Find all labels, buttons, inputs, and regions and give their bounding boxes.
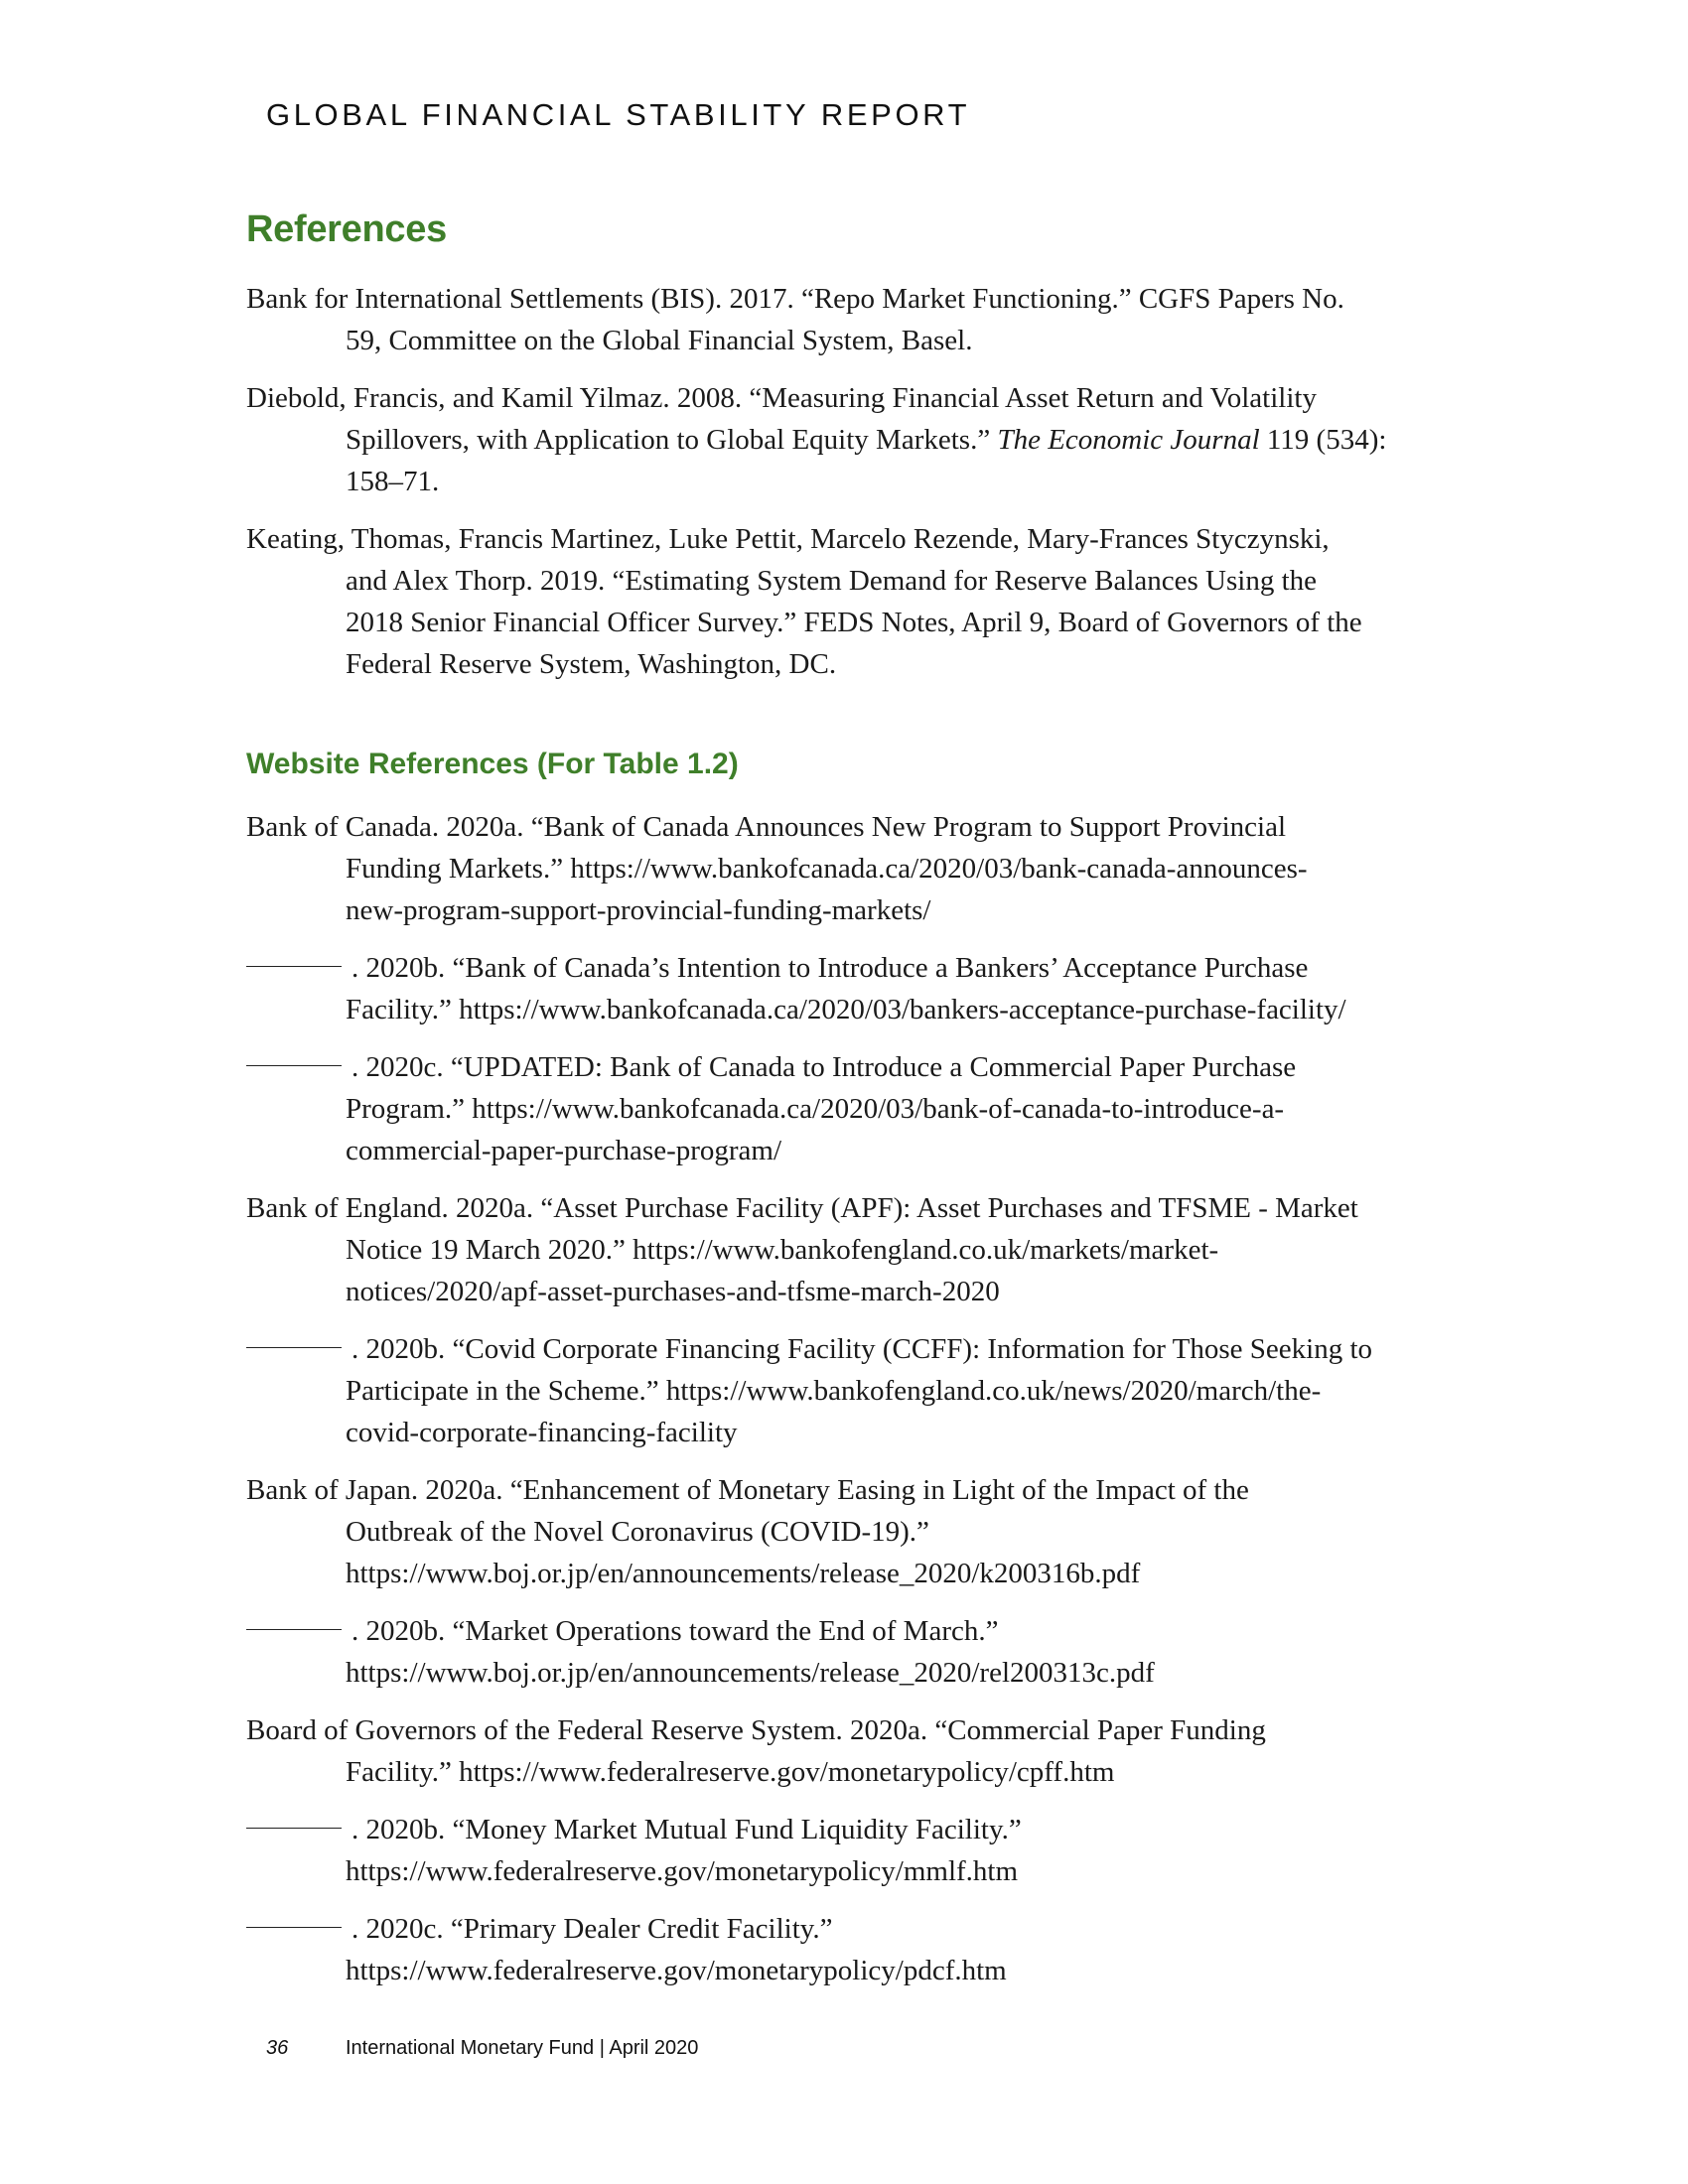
repeat-author-dash (246, 1908, 352, 1950)
web-ref-bank-of-canada-2020b: . 2020b. “Bank of Canada’s Intention to Introduce a Bankers’ Acceptance Purchase Facility.” https://www.bankofcanada.ca/2020/03/bankers-acceptance-purchase-facility/ (246, 947, 1487, 1030)
repeat-author-dash (246, 1809, 352, 1850)
web-ref-bank-of-england-2020a: Bank of England. 2020a. “Asset Purchase Facility (APF): Asset Purchases and TFSME - Market Notice 19 March 2020.” https://www.bankofengland.co.uk/markets/market- notices/2020/apf-asset-purchases-and-tfsme-march-2020 (246, 1192, 1358, 1307)
repeat-author-dash (246, 947, 352, 989)
page-footer (266, 2037, 698, 2060)
page-number: 36 (266, 2037, 289, 2059)
website-references-list (246, 806, 1487, 2007)
repeat-author-dash (246, 1610, 352, 1652)
web-ref-bank-of-canada-2020c: . 2020c. “UPDATED: Bank of Canada to Introduce a Commercial Paper Purchase Program.” https://www.bankofcanada.ca/2020/03/bank-of-canada-to-introduce-a- commercial-paper-purchase-program/ (246, 1046, 1487, 1171)
reference-entry-bis: Bank for International Settlements (BIS). 2017. “Repo Market Functioning.” CGFS Papers No. 59, Committee on the Global Financial System, Basel. (246, 283, 1344, 356)
footer-publisher: International Monetary Fund | April 2020 (346, 2037, 699, 2059)
running-header-title: GLOBAL FINANCIAL STABILITY REPORT (266, 97, 971, 132)
references-heading: References (246, 208, 447, 250)
web-ref-federal-reserve-2020a: Board of Governors of the Federal Reserve System. 2020a. “Commercial Paper Funding Facility.” https://www.federalreserve.gov/monetarypolicy/cpff.htm (246, 1714, 1266, 1788)
web-ref-federal-reserve-2020c: . 2020c. “Primary Dealer Credit Facility.” https://www.federalreserve.gov/monetarypolicy/pdcf.htm (246, 1908, 1487, 1991)
references-list (246, 278, 1487, 701)
repeat-author-dash (246, 1328, 352, 1370)
web-ref-bank-of-japan-2020a: Bank of Japan. 2020a. “Enhancement of Monetary Easing in Light of the Impact of the Outbreak of the Novel Coronavirus (COVID-19).” https://www.boj.or.jp/en/announcements/release_2020/k200316b.pdf (246, 1474, 1249, 1589)
web-ref-federal-reserve-2020b: . 2020b. “Money Market Mutual Fund Liquidity Facility.” https://www.federalreserve.gov/monetarypolicy/mmlf.htm (246, 1809, 1487, 1892)
journal-title: The Economic Journal (997, 424, 1260, 456)
web-ref-bank-of-canada-2020a: Bank of Canada. 2020a. “Bank of Canada Announces New Program to Support Provincial Funding Markets.” https://www.bankofcanada.ca/2020/03/bank-canada-announces- new-program-support-provincial-funding-markets/ (246, 811, 1308, 926)
website-references-heading: Website References (For Table 1.2) (246, 748, 739, 780)
web-ref-bank-of-england-2020b: . 2020b. “Covid Corporate Financing Facility (CCFF): Information for Those Seeking to Participate in the Scheme.” https://www.bankofengland.co.uk/news/2020/march/the- covid-corporate-financing-facility (246, 1328, 1487, 1453)
reference-entry-keating: Keating, Thomas, Francis Martinez, Luke Pettit, Marcelo Rezende, Mary-Frances Styczynski, and Alex Thorp. 2019. “Estimating System Demand for Reserve Balances Using the 2018 Senior Financial Officer Survey.” FEDS Notes, April 9, Board of Governors of the Federal Reserve System, Washington, DC. (246, 523, 1362, 680)
reference-entry-diebold: Diebold, Francis, and Kamil Yilmaz. 2008. “Measuring Financial Asset Return and Volatility Spillovers, with Application to Global Equity Markets.” The Economic Journal 119 (534): 158–71. (246, 382, 1387, 497)
repeat-author-dash (246, 1046, 352, 1088)
web-ref-bank-of-japan-2020b: . 2020b. “Market Operations toward the End of March.” https://www.boj.or.jp/en/announcements/release_2020/rel200313c.pdf (246, 1610, 1487, 1694)
